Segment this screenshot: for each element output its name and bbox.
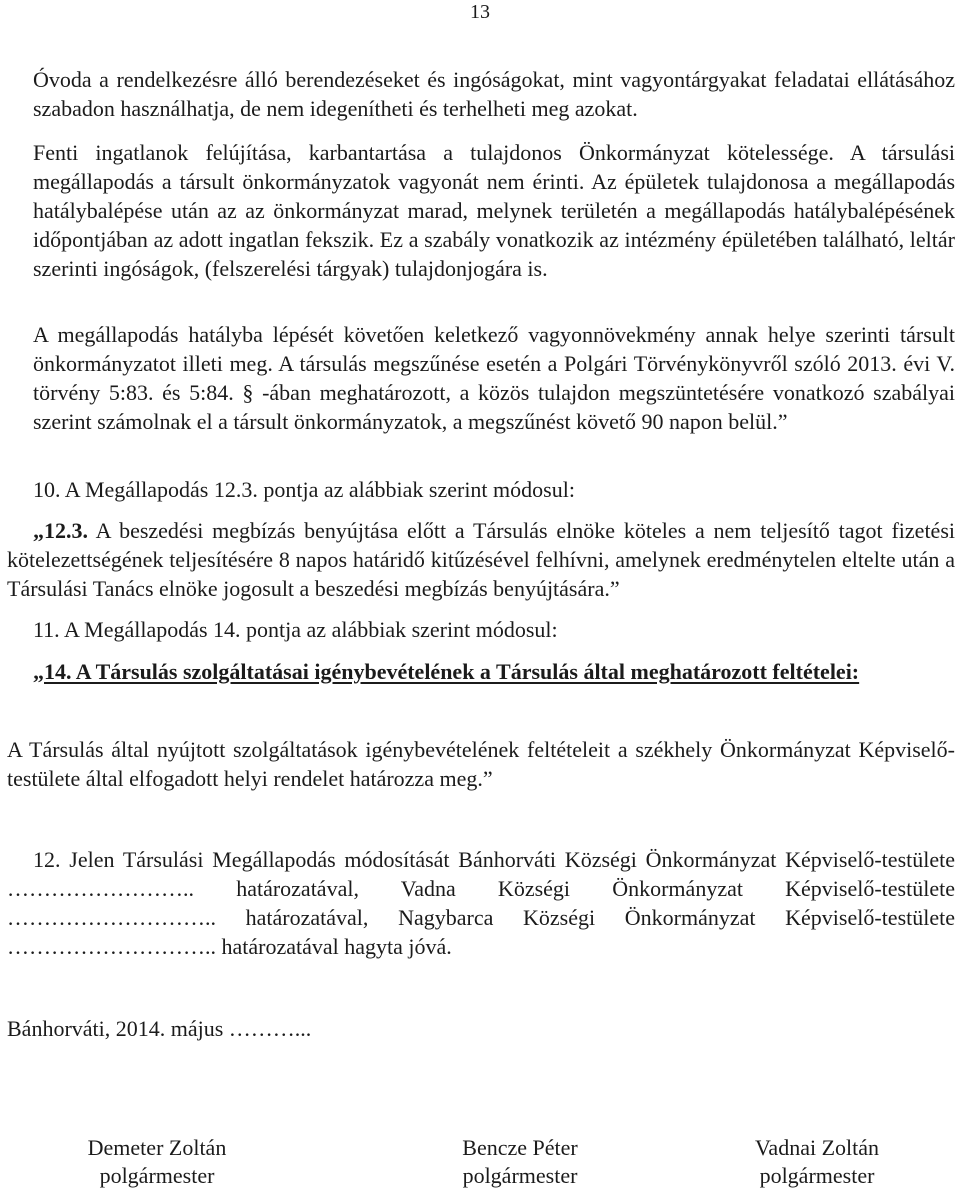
signatory-role: polgármester <box>99 1163 215 1188</box>
page-number: 13 <box>470 1 490 23</box>
section-12-3 <box>7 516 955 603</box>
signatory-role: polgármester <box>759 1163 875 1188</box>
paragraph-asset-growth: A megállapodás hatályba lépését követően keletkező vagyonnövekmény annak helye szerinti társult önkormányzatot illeti meg. A társulás megszűnése esetén a Polgári Törvénykönyvről szóló 2013. évi V. törvény 5:83. és 5:84. § -ában meghatározott, a közös tulajdon megszüntetésére vonatkozó szabályai szerint számolnak el a társult önkormányzatok, a megszűnést követő 90 napon belül.” <box>33 322 955 434</box>
section-12-3-number: „12.3. <box>33 518 88 543</box>
amendment-item-11: 11. A Megállapodás 14. pontja az alábbiak szerint módosul: <box>33 617 558 642</box>
section-14-heading <box>33 657 955 686</box>
amendment-item-10: 10. A Megállapodás 12.3. pontja az alábbiak szerint módosul: <box>33 477 575 502</box>
section-14-text: A Társulás által nyújtott szolgáltatások igénybevételének feltételeit a székhely Önkormányzat Képviselő-testülete által elfogadott helyi rendelet határozza meg.” <box>7 737 955 791</box>
signatory-name: Vadnai Zoltán <box>754 1135 880 1160</box>
amendment-item-12: 12. Jelen Társulási Megállapodás módosítását Bánhorváti Községi Önkormányzat Képviselő-testülete …………………….. határozatával, Vadna Községi Önkormányzat Képviselő-testülete ……………………….. határozatával, Nagybarca Községi Önkormányzat Képviselő-testülete ……………………….. határozatával hagyta jóvá. <box>7 847 955 959</box>
paragraph-property-use: Óvoda a rendelkezésre álló berendezéseket és ingóságokat, mint vagyontárgyakat feladatai ellátásához szabadon használhatja, de nem idegenítheti és terhelheti meg azokat. <box>33 67 955 121</box>
paragraph-property-maintenance: Fenti ingatlanok felújítása, karbantartása a tulajdonos Önkormányzat kötelessége. A társulási megállapodás a társult önkormányzatok vagyonát nem érinti. Az épületek tulajdonosa a megállapodás hatálybalépése után az az önkormányzat marad, melynek területén a megállapodás hatálybalépésének időpontjában az adott ingatlan fekszik. Ez a szabály vonatkozik az intézmény épületében található, leltár szerinti ingóságok, (felszerelési tárgyak) tulajdonjogára is. <box>33 140 955 281</box>
section-14-title: 14. A Társulás szolgáltatásai igénybevételének a Társulás által meghatározott feltételei: <box>44 659 860 684</box>
signatory-name: Demeter Zoltán <box>87 1135 227 1160</box>
section-12-3-text: A beszedési megbízás benyújtása előtt a Társulás elnöke köteles a nem teljesítő tagot fizetési kötelezettségének teljesítésére 8 napos határidő kitűzésével felhívni, amelynek eredménytelen eltelte után a Társulási Tanács elnöke jogosult a beszedési megbízás benyújtására.” <box>7 518 955 601</box>
signature-block-2 <box>390 1134 650 1190</box>
signatory-role: polgármester <box>462 1163 578 1188</box>
section-14-opening-quote: „ <box>33 659 44 684</box>
signatory-name: Bencze Péter <box>462 1135 578 1160</box>
signature-block-3 <box>687 1134 947 1190</box>
signature-block-1 <box>27 1134 287 1190</box>
place-date-line: Bánhorváti, 2014. május ………... <box>7 1016 312 1041</box>
